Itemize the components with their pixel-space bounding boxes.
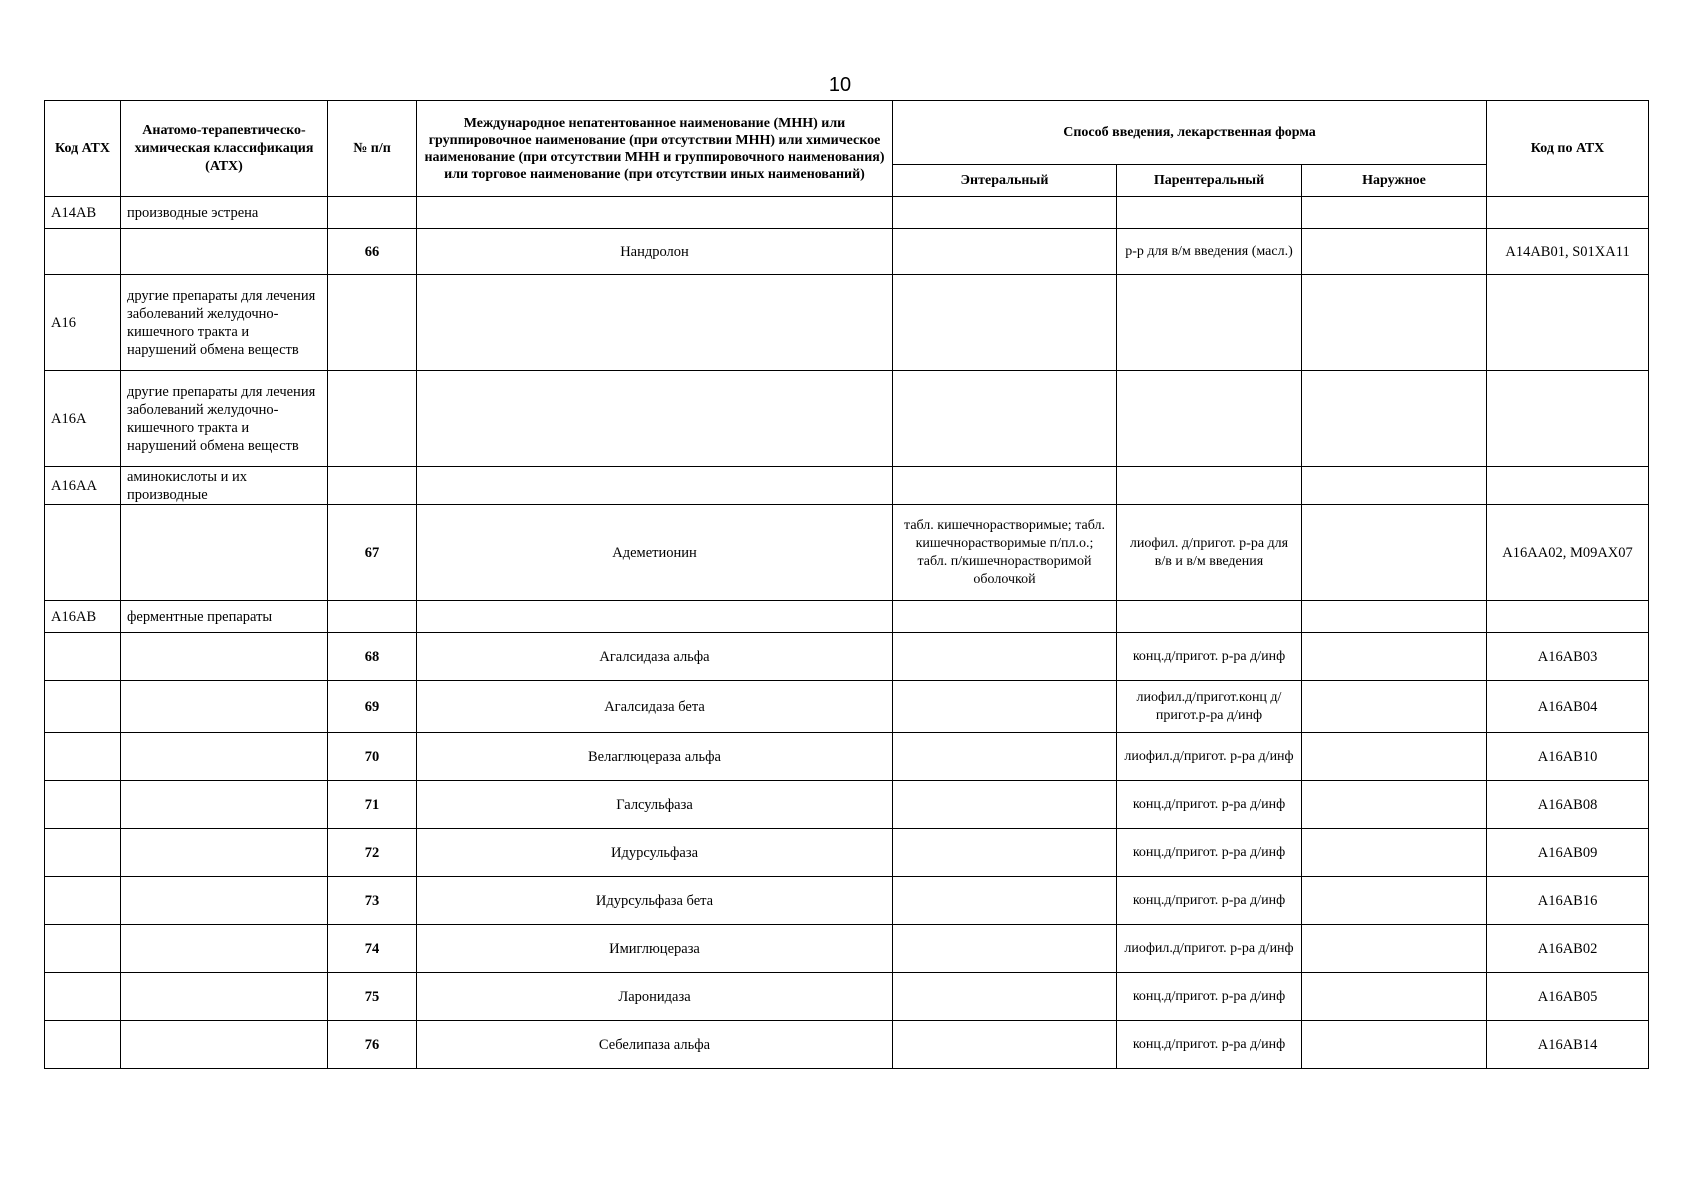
enteral-form-cell [893,275,1117,371]
header-route-group: Способ введения, лекарственная форма [893,101,1487,165]
table-row [45,681,1649,733]
atx-classification-cell [121,829,328,877]
atx-group-code-cell [45,877,121,925]
atx-group-code-cell [45,925,121,973]
table-row [45,633,1649,681]
parenteral-form-cell [1117,467,1302,505]
atx-classification-cell [121,229,328,275]
item-number-cell: 67 [328,505,417,601]
atx-group-code-cell [45,781,121,829]
external-form-cell [1302,925,1487,973]
atx-classification-cell [121,681,328,733]
table-row [45,829,1649,877]
item-number-cell: 75 [328,973,417,1021]
enteral-form-cell [893,601,1117,633]
table-row [45,781,1649,829]
table-row [45,505,1649,601]
page-number: 10 [828,74,852,96]
drug-name-cell: Адеметионин [417,505,893,601]
drug-name-cell: Себелипаза альфа [417,1021,893,1069]
atx-group-code-cell: A16AA [45,467,121,505]
atx-group-code-cell [45,229,121,275]
parenteral-form-cell [1117,601,1302,633]
atx-code-cell [1487,371,1649,467]
drug-name-cell: Нандролон [417,229,893,275]
enteral-form-cell [893,781,1117,829]
enteral-form-cell [893,973,1117,1021]
table-body [45,197,1649,1069]
parenteral-form-cell: лиофил. д/пригот. р-ра для в/в и в/м введения [1117,505,1302,601]
drug-name-cell [417,275,893,371]
external-form-cell [1302,1021,1487,1069]
item-number-cell [328,197,417,229]
enteral-form-cell: табл. кишечнорастворимые; табл. кишечнорастворимые п/пл.о.; табл. п/кишечнорастворимой оболочкой [893,505,1117,601]
table-row [45,877,1649,925]
table-row [45,275,1649,371]
header-external: Наружное [1302,165,1487,197]
table-row [45,1021,1649,1069]
atx-group-code-cell [45,681,121,733]
parenteral-form-cell [1117,275,1302,371]
external-form-cell [1302,973,1487,1021]
header-classification: Анатомо-терапевтическо-химическая классификация (АТХ) [121,101,328,197]
atx-group-code-cell: A14AB [45,197,121,229]
atx-code-cell [1487,467,1649,505]
atx-classification-cell: другие препараты для лечения заболеваний желудочно-кишечного тракта и нарушений обмена веществ [121,371,328,467]
item-number-cell: 74 [328,925,417,973]
enteral-form-cell [893,633,1117,681]
external-form-cell [1302,229,1487,275]
item-number-cell: 71 [328,781,417,829]
item-number-cell: 73 [328,877,417,925]
drug-name-cell: Агалсидаза альфа [417,633,893,681]
atx-group-code-cell [45,633,121,681]
item-number-cell: 66 [328,229,417,275]
atx-classification-cell: ферментные препараты [121,601,328,633]
atx-group-code-cell [45,505,121,601]
atx-code-cell: A16AB16 [1487,877,1649,925]
drug-name-cell [417,601,893,633]
drug-name-cell: Галсульфаза [417,781,893,829]
external-form-cell [1302,877,1487,925]
atx-code-cell: A16AB02 [1487,925,1649,973]
table-row [45,467,1649,505]
parenteral-form-cell: лиофил.д/пригот. р-ра д/инф [1117,925,1302,973]
parenteral-form-cell: лиофил.д/пригот.конц д/пригот.р-ра д/инф [1117,681,1302,733]
external-form-cell [1302,601,1487,633]
header-drug-name: Международное непатентованное наименование (МНН) или группировочное наименование (при отсутствии МНН) или химическое наименование (при отсутствии МНН и группировочного наименования) или торговое наименование (при отсутствии иных наименований) [417,101,893,197]
atx-classification-cell [121,781,328,829]
atx-classification-cell [121,1021,328,1069]
drug-name-cell [417,371,893,467]
parenteral-form-cell: конц.д/пригот. р-ра д/инф [1117,633,1302,681]
atx-code-cell: A16AB08 [1487,781,1649,829]
enteral-form-cell [893,829,1117,877]
atx-code-cell: A16AB03 [1487,633,1649,681]
atx-code-cell [1487,197,1649,229]
enteral-form-cell [893,197,1117,229]
external-form-cell [1302,681,1487,733]
atx-group-code-cell: A16AB [45,601,121,633]
item-number-cell: 72 [328,829,417,877]
atx-classification-cell [121,877,328,925]
enteral-form-cell [893,229,1117,275]
external-form-cell [1302,467,1487,505]
external-form-cell [1302,275,1487,371]
atx-classification-cell [121,505,328,601]
item-number-cell: 69 [328,681,417,733]
external-form-cell [1302,733,1487,781]
atx-classification-cell: аминокислоты и их производные [121,467,328,505]
parenteral-form-cell: лиофил.д/пригот. р-ра д/инф [1117,733,1302,781]
enteral-form-cell [893,733,1117,781]
item-number-cell: 76 [328,1021,417,1069]
atx-group-code-cell [45,733,121,781]
table-row [45,925,1649,973]
drug-name-cell: Идурсульфаза бета [417,877,893,925]
atx-code-cell: A14AB01, S01XA11 [1487,229,1649,275]
drug-name-cell: Имиглюцераза [417,925,893,973]
atx-classification-cell [121,733,328,781]
header-code-atx: Код АТХ [45,101,121,197]
table-row [45,229,1649,275]
parenteral-form-cell [1117,197,1302,229]
drug-list-table [44,100,1649,1069]
header-parenteral: Парентеральный [1117,165,1302,197]
drug-name-cell: Агалсидаза бета [417,681,893,733]
enteral-form-cell [893,925,1117,973]
parenteral-form-cell: конц.д/пригот. р-ра д/инф [1117,1021,1302,1069]
atx-code-cell: A16AA02, M09AX07 [1487,505,1649,601]
external-form-cell [1302,371,1487,467]
atx-code-cell [1487,601,1649,633]
atx-classification-cell [121,925,328,973]
drug-name-cell [417,197,893,229]
atx-classification-cell: производные эстрена [121,197,328,229]
table-row [45,197,1649,229]
external-form-cell [1302,633,1487,681]
item-number-cell: 70 [328,733,417,781]
external-form-cell [1302,781,1487,829]
item-number-cell [328,275,417,371]
atx-code-cell: A16AB10 [1487,733,1649,781]
atx-group-code-cell [45,829,121,877]
enteral-form-cell [893,681,1117,733]
atx-code-cell: A16AB09 [1487,829,1649,877]
enteral-form-cell [893,877,1117,925]
enteral-form-cell [893,371,1117,467]
item-number-cell: 68 [328,633,417,681]
external-form-cell [1302,505,1487,601]
drug-name-cell: Идурсульфаза [417,829,893,877]
atx-code-cell: A16AB04 [1487,681,1649,733]
parenteral-form-cell: конц.д/пригот. р-ра д/инф [1117,877,1302,925]
atx-group-code-cell [45,1021,121,1069]
parenteral-form-cell: конц.д/пригот. р-ра д/инф [1117,829,1302,877]
external-form-cell [1302,197,1487,229]
atx-group-code-cell: A16A [45,371,121,467]
header-enteral: Энтеральный [893,165,1117,197]
atx-group-code-cell [45,973,121,1021]
table-row [45,973,1649,1021]
table-row [45,601,1649,633]
atx-classification-cell [121,633,328,681]
enteral-form-cell [893,1021,1117,1069]
atx-code-cell [1487,275,1649,371]
atx-classification-cell: другие препараты для лечения заболеваний желудочно-кишечного тракта и нарушений обмена веществ [121,275,328,371]
enteral-form-cell [893,467,1117,505]
parenteral-form-cell: конц.д/пригот. р-ра д/инф [1117,781,1302,829]
atx-classification-cell [121,973,328,1021]
parenteral-form-cell: конц.д/пригот. р-ра д/инф [1117,973,1302,1021]
item-number-cell [328,371,417,467]
header-atx-code: Код по АТХ [1487,101,1649,197]
parenteral-form-cell: р-р для в/м введения (масл.) [1117,229,1302,275]
item-number-cell [328,601,417,633]
drug-name-cell: Велаглюцераза альфа [417,733,893,781]
drug-name-cell [417,467,893,505]
table-row [45,733,1649,781]
header-number: № п/п [328,101,417,197]
parenteral-form-cell [1117,371,1302,467]
atx-code-cell: A16AB14 [1487,1021,1649,1069]
atx-code-cell: A16AB05 [1487,973,1649,1021]
drug-name-cell: Ларонидаза [417,973,893,1021]
atx-group-code-cell: A16 [45,275,121,371]
table-row [45,371,1649,467]
external-form-cell [1302,829,1487,877]
item-number-cell [328,467,417,505]
